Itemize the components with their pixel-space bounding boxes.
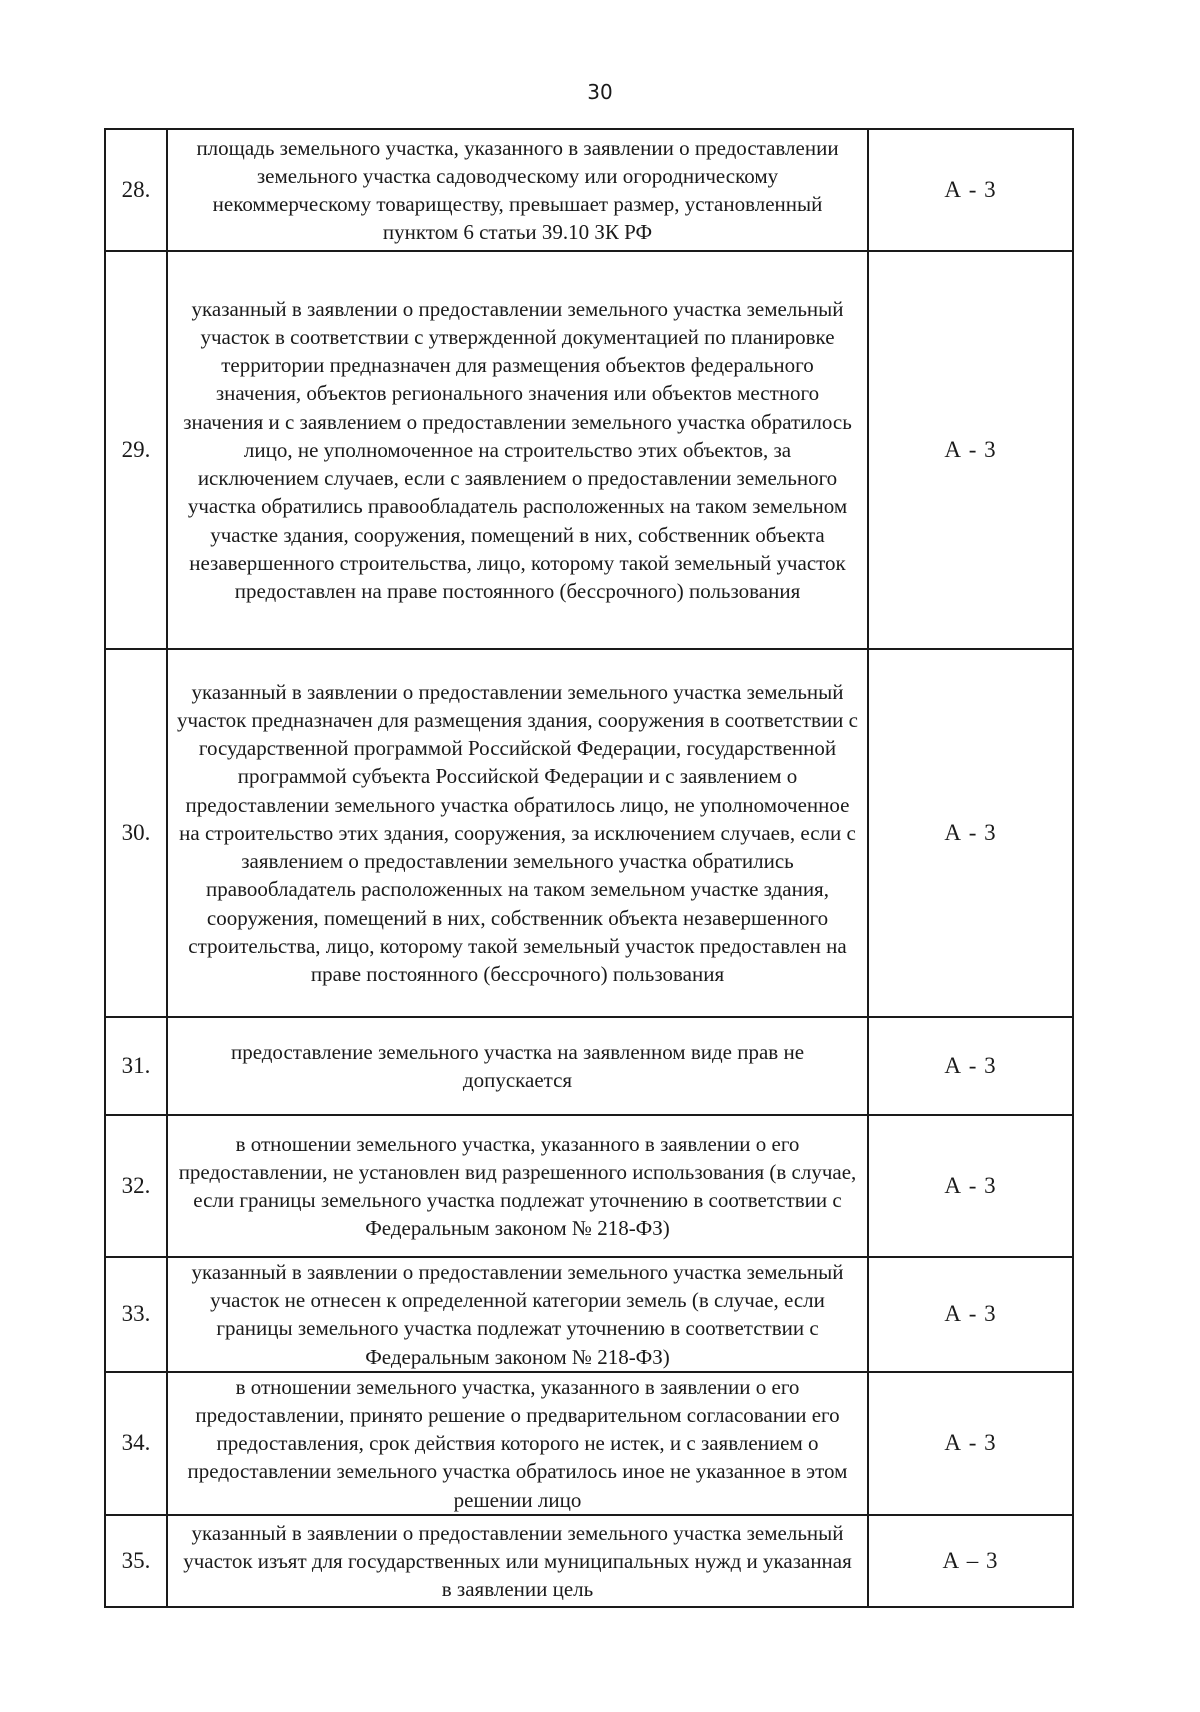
row-code: А - 3 (868, 1017, 1073, 1115)
row-code: А - 3 (868, 1115, 1073, 1257)
row-number: 29. (105, 251, 167, 649)
row-code: А - 3 (868, 1372, 1073, 1515)
page-number: 30 (587, 80, 613, 104)
row-description: указанный в заявлении о предоставлении земельного участка земельный участок изъят для государственных или муниципальных нужд и указанная в заявлении цель (167, 1515, 868, 1607)
table-row (105, 649, 1073, 1017)
row-code: А - 3 (868, 251, 1073, 649)
table-row (105, 1372, 1073, 1515)
row-number: 34. (105, 1372, 167, 1515)
grounds-table (104, 128, 1074, 1608)
row-number: 33. (105, 1257, 167, 1372)
row-description: указанный в заявлении о предоставлении земельного участка земельный участок предназначен для размещения здания, сооружения в соответствии с государственной программой Российской Федерации, государственной программой субъекта Российской Федерации и с заявлением о предоставлении земельного участка обратилось лицо, не уполномоченное на строительство этих здания, сооружения, за исключением случаев, если с заявлением о предоставлении земельного участка обратились правообладатель расположенных на таком земельном участке здания, сооружения, помещений в них, собственник объекта незавершенного строительства, лицо, которому такой земельный участок предоставлен на праве постоянного (бессрочного) пользования (167, 649, 868, 1017)
row-number: 35. (105, 1515, 167, 1607)
row-description: в отношении земельного участка, указанного в заявлении о его предоставлении, принято решение о предварительном согласовании его предоставления, срок действия которого не истек, и с заявлением о предоставлении земельного участка обратилось иное не указанное в этом решении лицо (167, 1372, 868, 1515)
row-number: 28. (105, 129, 167, 251)
table-row (105, 1115, 1073, 1257)
row-description: предоставление земельного участка на заявленном виде прав не допускается (167, 1017, 868, 1115)
table-row (105, 1017, 1073, 1115)
row-code: А - 3 (868, 1257, 1073, 1372)
row-code: А - 3 (868, 649, 1073, 1017)
table-row (105, 129, 1073, 251)
row-number: 32. (105, 1115, 167, 1257)
table-row (105, 1515, 1073, 1607)
row-code: А – 3 (868, 1515, 1073, 1607)
table-row (105, 251, 1073, 649)
table-row (105, 1257, 1073, 1372)
row-description: площадь земельного участка, указанного в заявлении о предоставлении земельного участка садоводческому или огородническому некоммерческому товариществу, превышает размер, установленный пунктом 6 статьи 39.10 ЗК РФ (167, 129, 868, 251)
row-code: А - 3 (868, 129, 1073, 251)
row-number: 30. (105, 649, 167, 1017)
row-description: в отношении земельного участка, указанного в заявлении о его предоставлении, не установлен вид разрешенного использования (в случае, если границы земельного участка подлежат уточнению в соответствии с Федеральным законом № 218-ФЗ) (167, 1115, 868, 1257)
row-description: указанный в заявлении о предоставлении земельного участка земельный участок в соответствии с утвержденной документацией по планировке территории предназначен для размещения объектов федерального значения, объектов регионального значения или объектов местного значения и с заявлением о предоставлении земельного участка обратилось лицо, не уполномоченное на строительство этих объектов, за исключением случаев, если с заявлением о предоставлении земельного участка обратились правообладатель расположенных на таком земельном участке здания, сооружения, помещений в них, собственник объекта незавершенного строительства, лицо, которому такой земельный участок предоставлен на праве постоянного (бессрочного) пользования (167, 251, 868, 649)
row-description: указанный в заявлении о предоставлении земельного участка земельный участок не отнесен к определенной категории земель (в случае, если границы земельного участка подлежат уточнению в соответствии с Федеральным законом № 218-ФЗ) (167, 1257, 868, 1372)
row-number: 31. (105, 1017, 167, 1115)
